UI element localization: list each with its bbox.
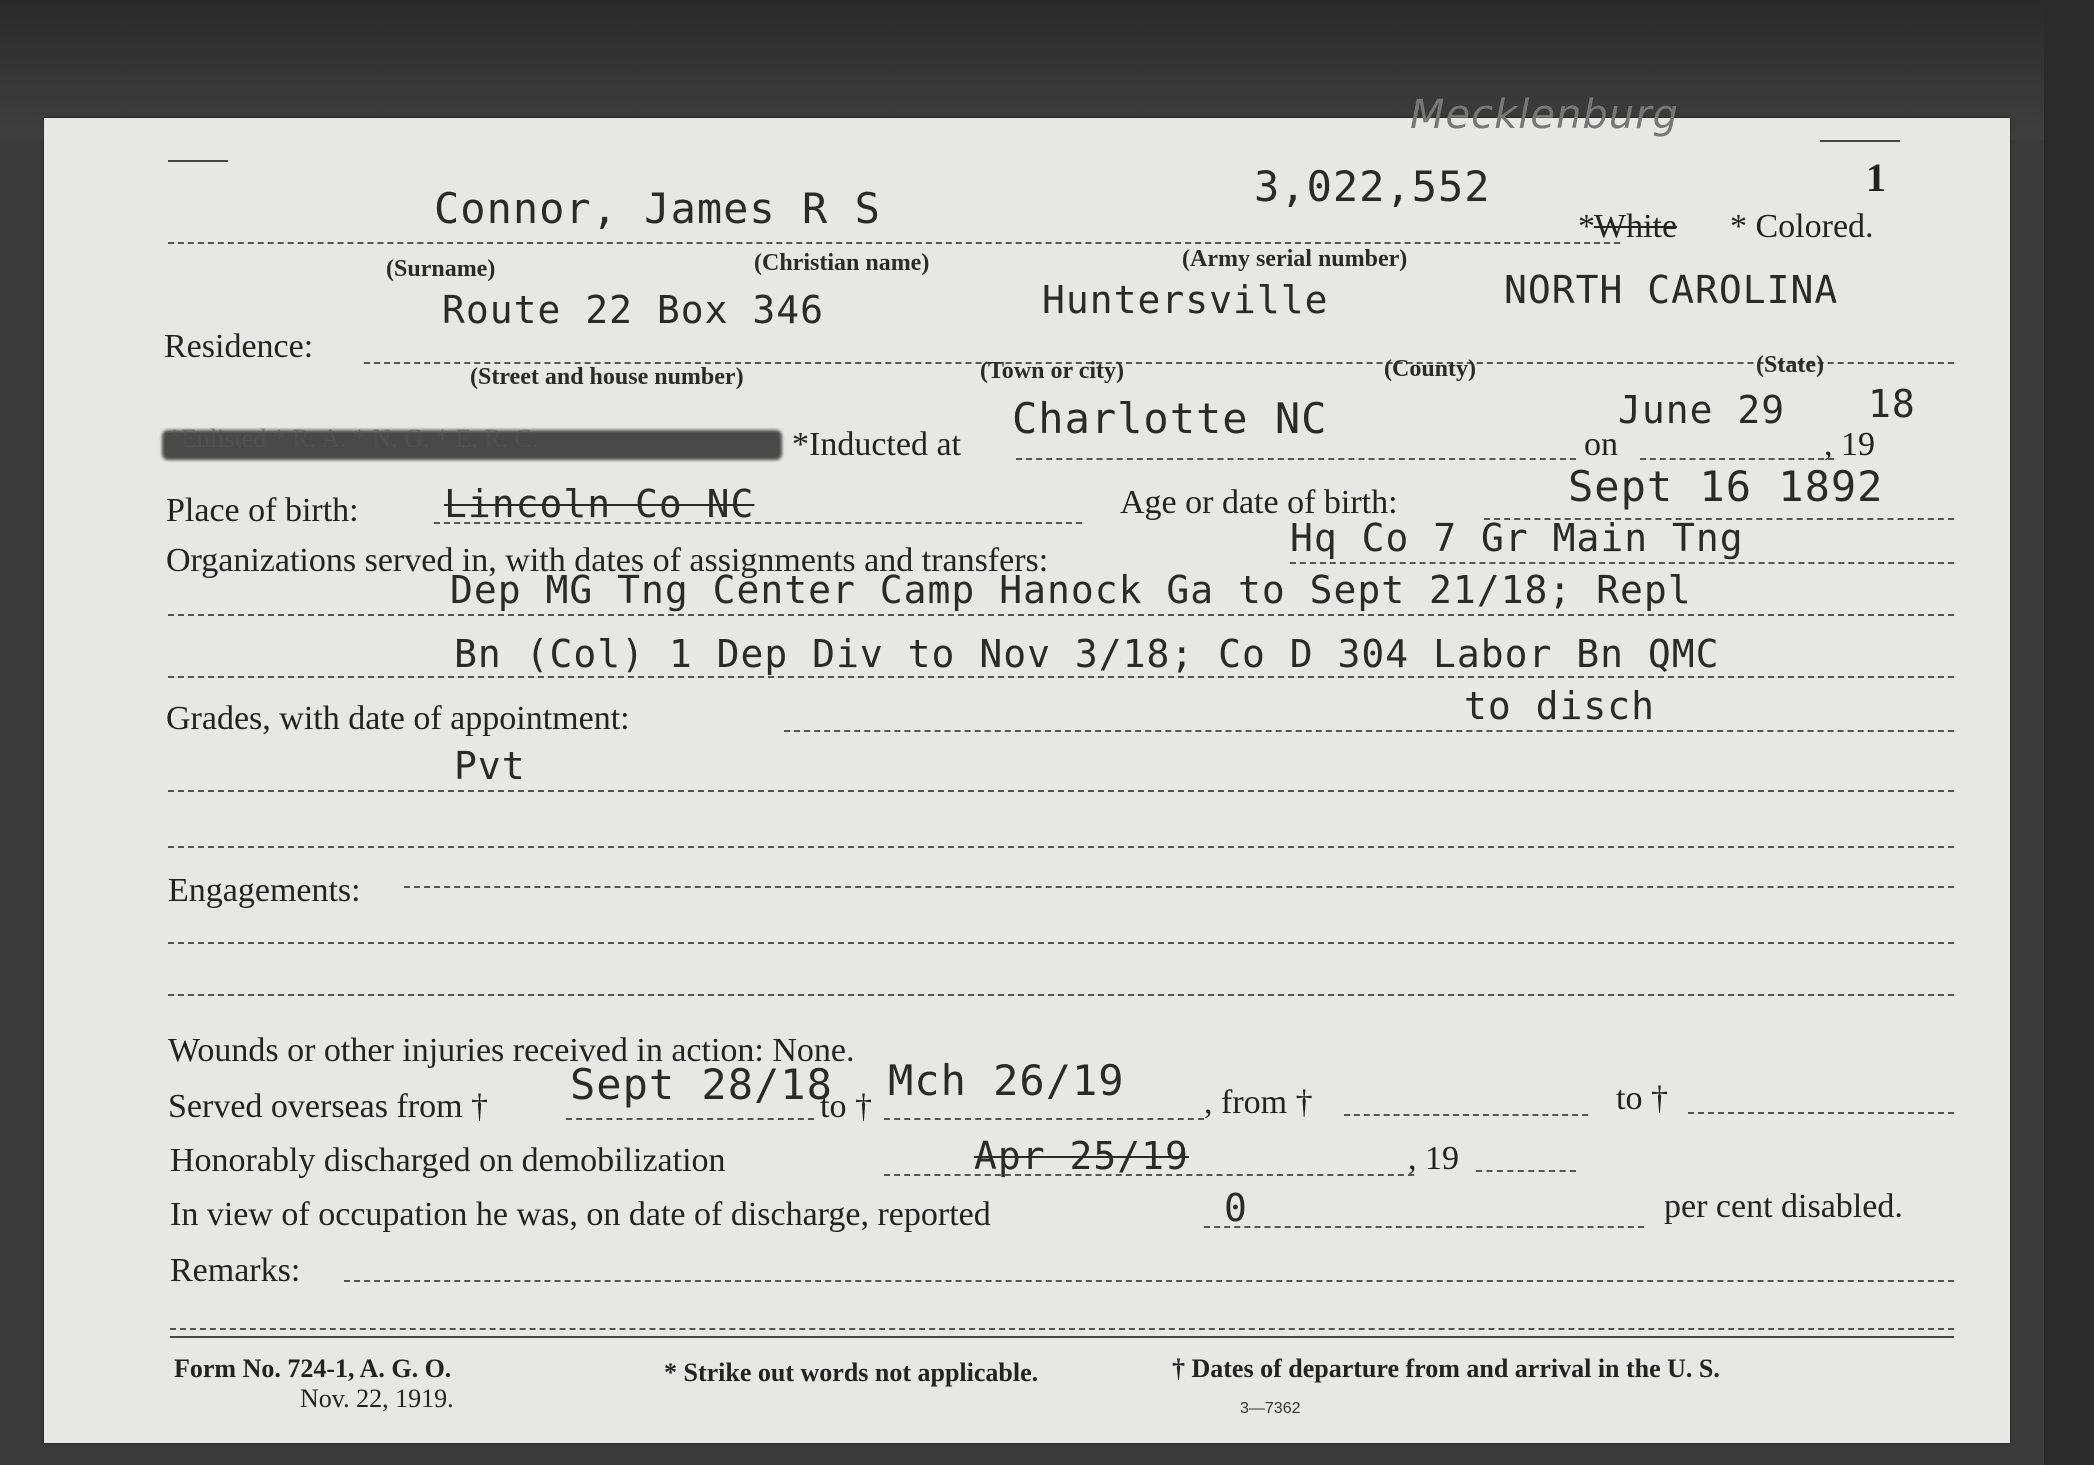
race-colored: * Colored.: [1730, 208, 1874, 245]
discharge-year-label: , 19: [1408, 1140, 1459, 1177]
race-white-struck: White: [1594, 208, 1678, 245]
caption-state: (State): [1756, 352, 1824, 378]
remarks-line-2: [170, 1328, 1954, 1330]
overseas-label: Served overseas from †: [168, 1088, 489, 1125]
induction-year-value: 18: [1868, 382, 1916, 426]
engagements-line-1: [404, 886, 1954, 888]
grades-line-2: [168, 790, 1954, 792]
birthplace-value: Lincoln Co NC: [444, 482, 755, 526]
discharge-date-line: [884, 1174, 1414, 1176]
organizations-line-1: Hq Co 7 Gr Main Tng: [1290, 516, 1744, 560]
organizations-label: Organizations served in, with dates of assignments and transfers:: [166, 542, 1049, 579]
name-value: Connor, James R S: [434, 184, 881, 233]
discharge-date-value: Apr 25/19: [974, 1134, 1189, 1178]
inducted-line: [1016, 458, 1576, 460]
form-number: Form No. 724-1, A. G. O.: [174, 1354, 452, 1383]
disability-line: [1204, 1226, 1644, 1228]
caption-christian-name: (Christian name): [754, 250, 930, 276]
remarks-line-1: [344, 1280, 1954, 1282]
engagements-line-2: [168, 942, 1954, 944]
residence-street-value: Route 22 Box 346: [442, 288, 825, 332]
birth-date-value: Sept 16 1892: [1568, 462, 1884, 511]
grades-value: Pvt: [454, 744, 526, 788]
induction-year-prefix: , 19: [1824, 426, 1875, 463]
birthplace-label: Place of birth:: [166, 492, 359, 529]
remarks-label: Remarks:: [170, 1252, 301, 1289]
inducted-place-value: Charlotte NC: [1012, 394, 1328, 443]
caption-town: (Town or city): [980, 358, 1124, 384]
disability-label: In view of occupation he was, on date of discharge, reported: [170, 1196, 991, 1233]
age-label: Age or date of birth:: [1120, 484, 1398, 521]
serial-number-value: 3,022,552: [1254, 162, 1491, 211]
overseas-to-line-2: [1688, 1112, 1954, 1114]
induction-date-value: June 29: [1618, 388, 1786, 432]
form-date: Nov. 22, 1919.: [300, 1384, 454, 1413]
county-annotation: Mecklenburg: [1410, 92, 1679, 138]
disability-suffix: per cent disabled.: [1664, 1188, 1903, 1225]
induction-date-line: [1640, 458, 1834, 460]
birthplace-line: [434, 522, 1082, 524]
top-rule-left: [168, 160, 228, 162]
disability-value: 0: [1224, 1186, 1248, 1230]
grades-line-3: [168, 846, 1954, 848]
on-label: on: [1584, 426, 1618, 463]
overseas-from-line: [566, 1118, 814, 1120]
organizations-line-2: Dep MG Tng Center Camp Hanock Ga to Sept 21/18; Repl: [450, 568, 1692, 612]
wounds-label: Wounds or other injuries received in action: None.: [168, 1032, 855, 1069]
caption-street: (Street and house number): [470, 364, 744, 390]
top-rule-right: [1820, 140, 1900, 142]
overseas-from-line-2: [1344, 1114, 1588, 1116]
organizations-line-4: to disch: [1464, 684, 1656, 728]
overseas-to-label-2: to †: [1616, 1080, 1668, 1117]
engagements-label: Engagements:: [168, 872, 361, 909]
residence-label: Residence:: [164, 328, 314, 365]
service-record-card: [44, 92, 2010, 1443]
residence-town-value: Huntersville: [1042, 278, 1329, 322]
residence-state-value: NORTH CAROLINA: [1504, 268, 1839, 312]
organizations-rule-1: [1290, 562, 1954, 564]
footnote-dates: † Dates of departure from and arrival in the U. S.: [1172, 1354, 1720, 1383]
footer-rule: [170, 1336, 1954, 1338]
page-number: 1: [1866, 155, 1886, 200]
overseas-to-label: to †: [820, 1088, 872, 1125]
grades-line-1: [784, 730, 1954, 732]
race-asterisk: *: [1578, 208, 1595, 245]
overseas-to-line: [884, 1118, 1204, 1120]
caption-surname: (Surname): [386, 256, 496, 282]
scanner-edge: [2044, 0, 2094, 1465]
inducted-label: *Inducted at: [792, 426, 961, 463]
overseas-from-label-2: , from †: [1204, 1084, 1313, 1121]
organizations-line-3: Bn (Col) 1 Dep Div to Nov 3/18; Co D 304 Labor Bn QMC: [454, 632, 1720, 676]
discharge-year-line: [1476, 1170, 1576, 1172]
organizations-rule-2: [168, 614, 1954, 616]
discharge-label: Honorably discharged on demobilization: [170, 1142, 726, 1179]
footnote-strike-out: * Strike out words not applicable.: [664, 1358, 1039, 1387]
enlisted-options-struck: *Enlisted * R. A. * N. G. * E. R. C.: [168, 424, 539, 453]
grades-label: Grades, with date of appointment:: [166, 700, 630, 737]
name-line: [168, 242, 1620, 244]
engagements-line-3: [168, 994, 1954, 996]
overseas-from-value: Sept 28/18: [570, 1060, 833, 1109]
caption-serial-number: (Army serial number): [1182, 246, 1408, 272]
overseas-to-value: Mch 26/19: [888, 1056, 1125, 1105]
organizations-rule-3: [168, 676, 1954, 678]
print-code: 3—7362: [1240, 1400, 1301, 1417]
caption-county: (County): [1384, 356, 1477, 382]
